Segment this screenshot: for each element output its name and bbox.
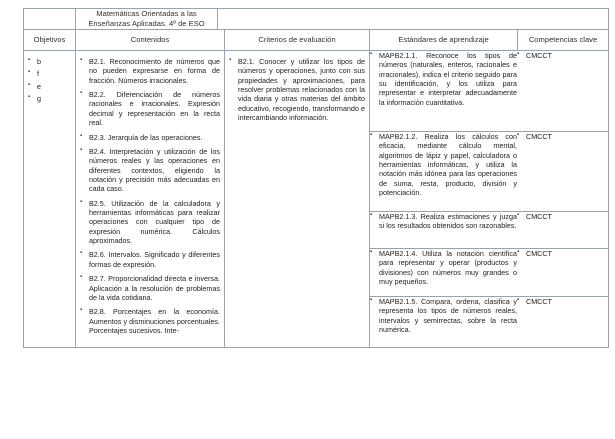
estandar-row <box>370 212 608 249</box>
estandar-text: ▪ MAPB2.1.4. Utiliza la notación científica para representar y operar (productos y divisiones) con números muy grandes o muy pequeños. <box>370 249 517 286</box>
objetivo-item: ▪ f <box>28 69 71 78</box>
competencia-text: ▪ CMCCT <box>517 212 608 221</box>
objetivos-cell <box>24 51 76 348</box>
contenido-item: ▪ B2.5. Utilización de la calculadora y herramientas informáticas para realizar operaciones con cualquier tipo de expresión numérica. Cálculos aproximados. <box>80 199 220 246</box>
contenido-item: ▪ B2.4. Interpretación y utilización de los números reales y las operaciones en diferentes contextos, eligiendo la notación y precisión más adecuadas en cada caso. <box>80 147 220 194</box>
title-row <box>24 9 609 30</box>
header-competencias: Competencias clave <box>518 30 609 50</box>
header-estandares: Estándares de aprendizaje <box>398 35 489 45</box>
contenidos-list <box>80 57 220 335</box>
estandar-text: ▪ MAPB2.1.1. Reconoce los tipos de números (naturales, enteros, racionales e irracionales), indica el criterio seguido para su identificación, y los utiliza para representar e interpretar adecuadamente la información cuantitativa. <box>370 51 517 107</box>
estandar-row <box>370 297 608 348</box>
title-blank-cell <box>24 9 76 30</box>
competencia-text: ▪ CMCCT <box>517 249 608 258</box>
contenido-item: ▪ B2.3. Jerarquía de las operaciones. <box>80 133 220 142</box>
estandares-table <box>370 51 608 347</box>
contenido-item: ▪ B2.6. Intervalos. Significado y diferentes formas de expresión. <box>80 250 220 269</box>
header-criterios: Criterios de evaluación <box>225 30 370 51</box>
objetivos-list <box>28 57 71 103</box>
header-contenidos: Contenidos <box>76 30 225 51</box>
curriculum-table <box>23 8 609 348</box>
competencia-text: ▪ CMCCT <box>517 51 608 60</box>
contenido-item: ▪ B2.2. Diferenciación de números racionales e irracionales. Expresión decimal y representación en la recta real. <box>80 90 220 127</box>
estandar-text: ▪ MAPB2.1.5. Compara, ordena, clasifica y representa los tipos de números reales, intervalos y semirrectas, sobre la recta numérica. <box>370 297 517 334</box>
estandar-row <box>370 249 608 297</box>
contenido-item: ▪ B2.7. Proporcionalidad directa e inversa. Aplicación a la resolución de problemas de la vida cotidiana. <box>80 274 220 302</box>
objetivo-item: ▪ e <box>28 82 71 91</box>
competencia-text: ▪ CMCCT <box>517 297 608 306</box>
objetivo-item: ▪ g <box>28 94 71 103</box>
estandar-row <box>370 132 608 212</box>
criterio-item: ▪ B2.1. Conocer y utilizar los tipos de números y operaciones, junto con sus propiedades y aproximaciones, para resolver problemas relacionados con la vida diaria y otras materias del ámbito educativo, recogiendo, transformando e intercambiando información. <box>229 57 365 123</box>
competencia-text: ▪ CMCCT <box>517 132 608 141</box>
title-right-blank <box>218 9 609 29</box>
table-title: Matemáticas Orientadas a las Enseñanzas Aplicadas. 4º de ESO <box>88 9 205 28</box>
estandares-cell <box>370 51 609 348</box>
contenidos-cell <box>76 51 225 348</box>
criterios-cell <box>225 51 370 348</box>
header-row <box>24 30 609 51</box>
content-row <box>24 51 609 348</box>
contenido-item: ▪ B2.8. Porcentajes en la economía. Aumentos y disminuciones porcentuales. Porcentajes sucesivos. Inte- <box>80 307 220 335</box>
contenido-item: ▪ B2.1. Reconocimiento de números que no pueden expresarse en forma de fracción. Números irracionales. <box>80 57 220 85</box>
estandar-row <box>370 51 608 132</box>
estandar-text: ▪ MAPB2.1.2. Realiza los cálculos con eficacia, mediante cálculo mental, algoritmos de lápiz y papel, calculadora o herramientas informáticas, y utiliza la notación más idónea para las operaciones de suma, resta, producto, división y potenciación. <box>370 132 517 198</box>
estandar-text: ▪ MAPB2.1.3. Realiza estimaciones y juzga si los resultados obtenidos son razonables. <box>370 212 517 231</box>
objetivo-item: ▪ b <box>28 57 71 66</box>
header-objetivos: Objetivos <box>24 30 76 51</box>
criterios-list <box>229 57 365 123</box>
